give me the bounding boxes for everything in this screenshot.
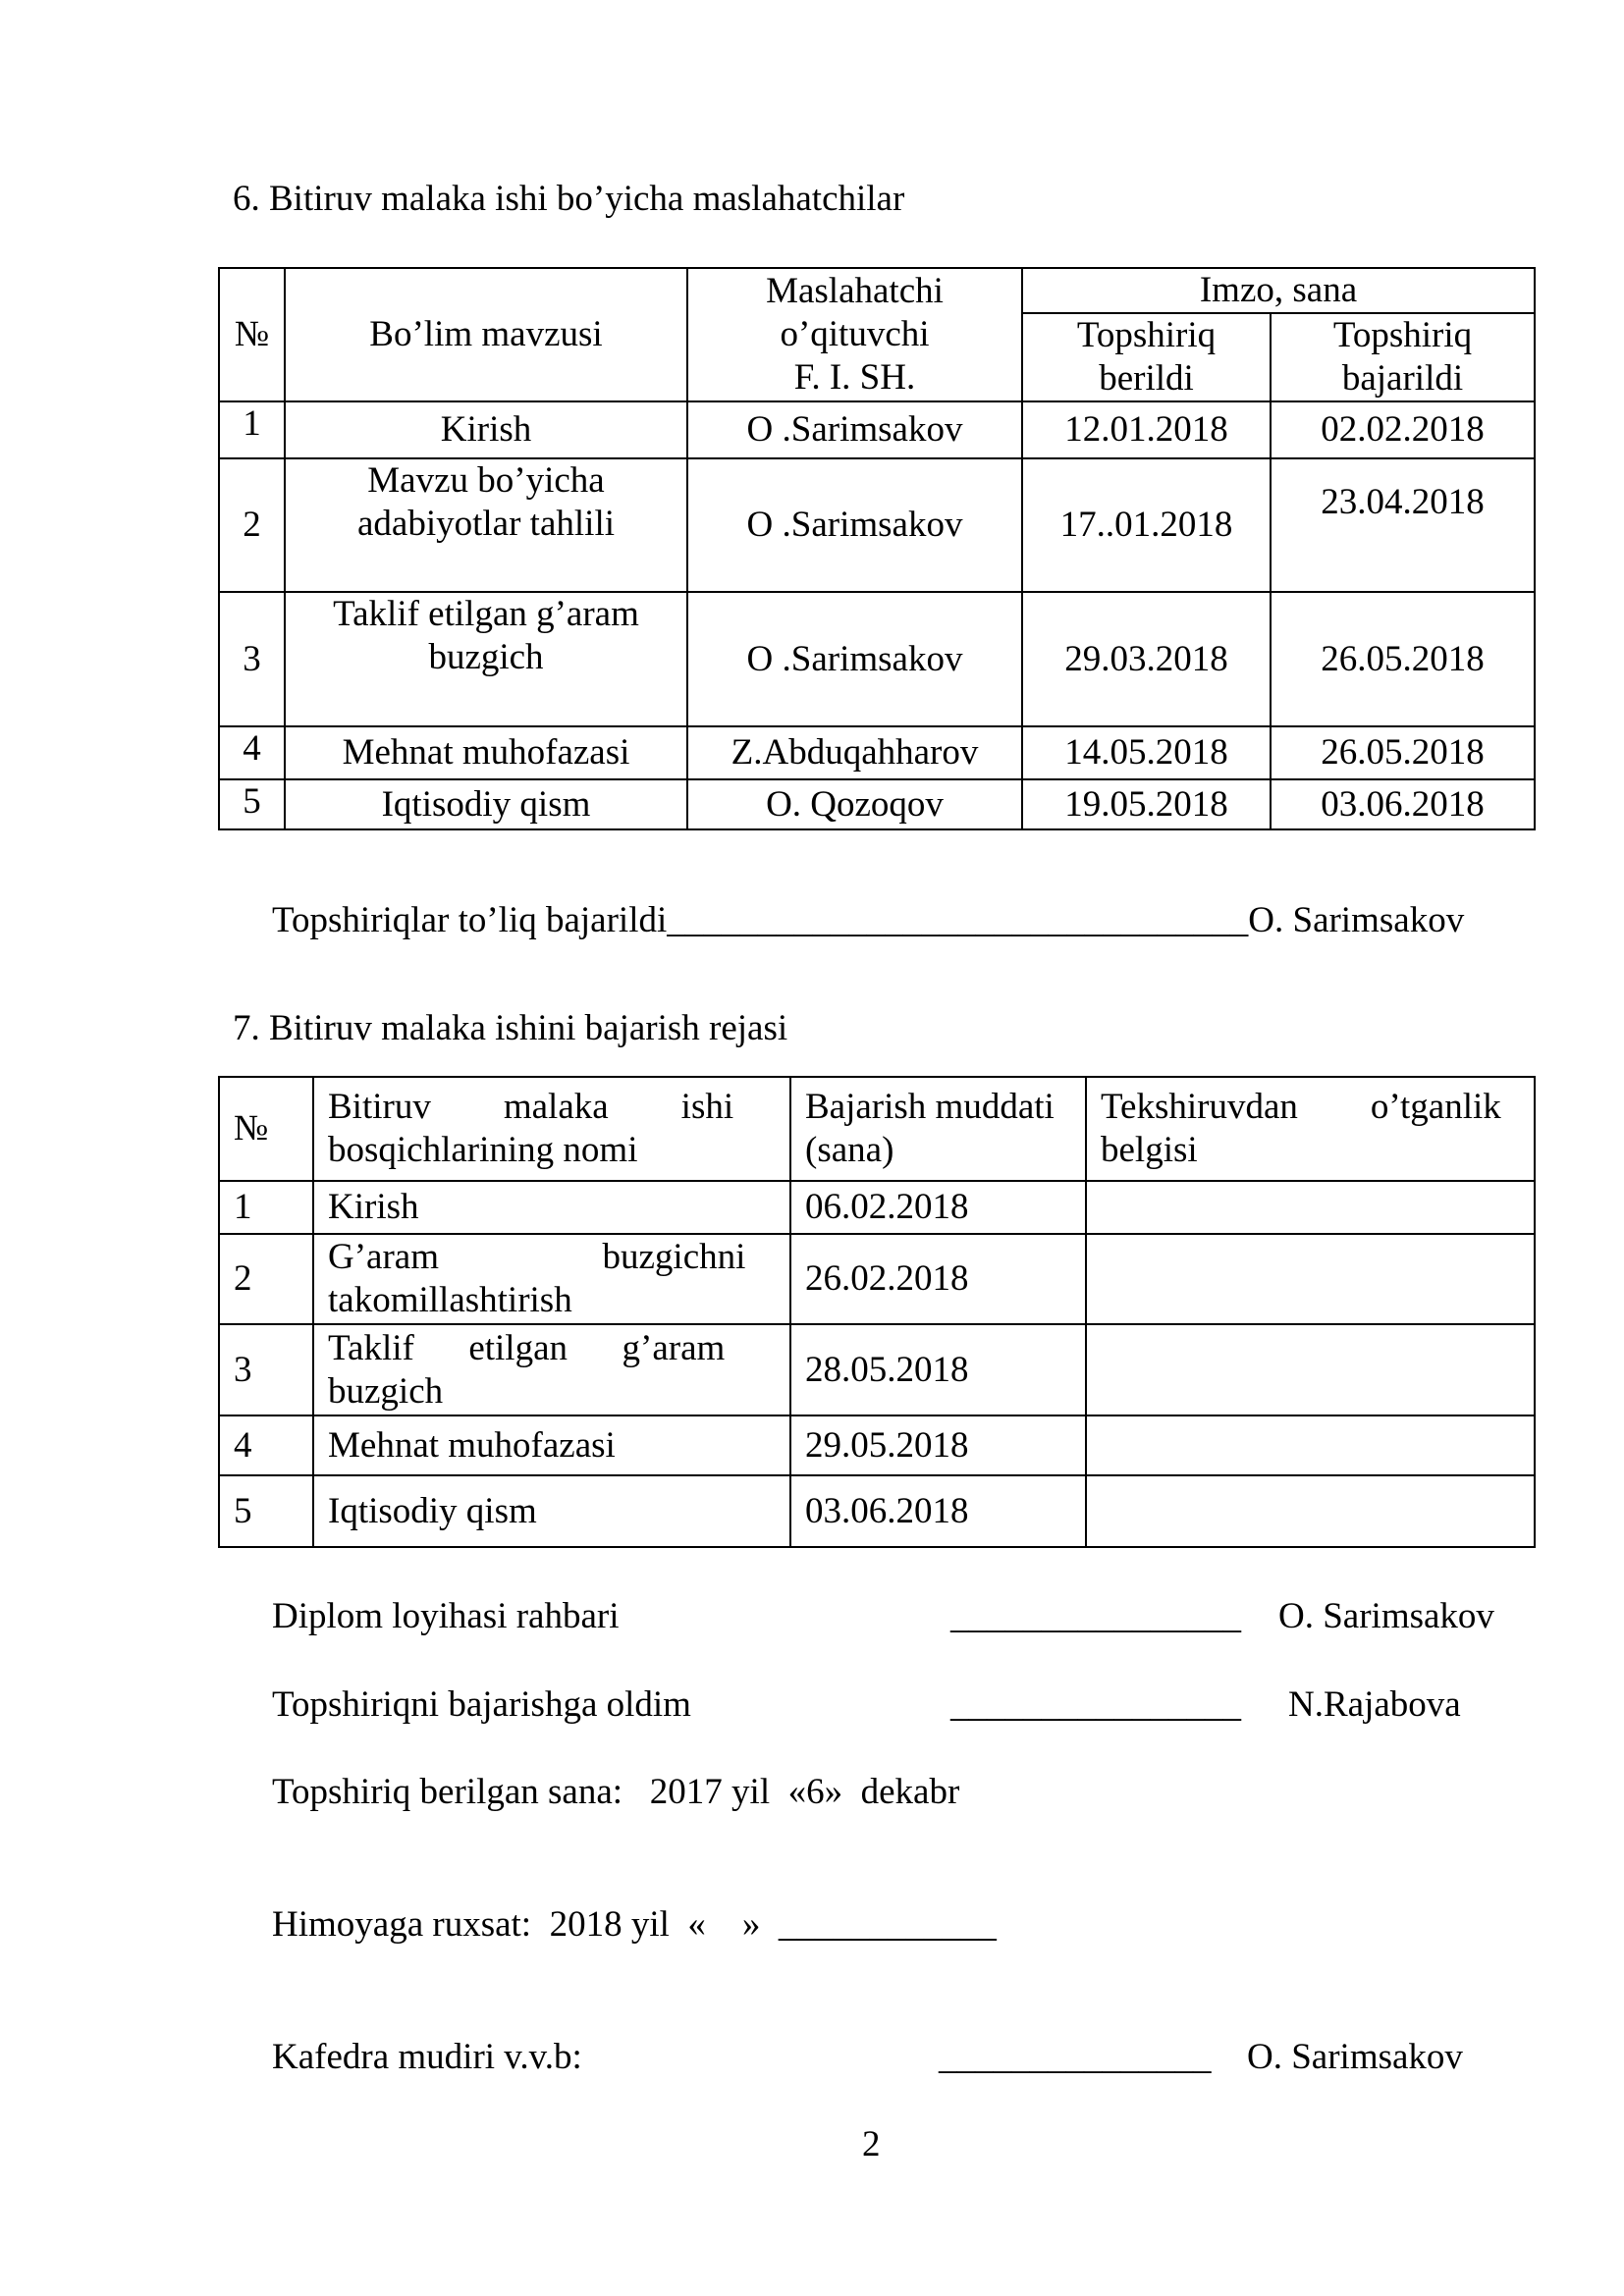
header-num: № (219, 1077, 313, 1181)
header-check: Tekshiruvdan o’tganlik belgisi (1086, 1077, 1535, 1181)
plan-table (218, 1076, 1536, 1548)
head-label: Kafedra mudiri v.v.b: (272, 2037, 582, 2077)
supervisor-label: Diplom loyihasi rahbari (272, 1596, 620, 1636)
advisers-table (218, 267, 1536, 830)
header-sign-date: Imzo, sana (1022, 268, 1535, 313)
header-deadline: Bajarish muddati (sana) (790, 1077, 1086, 1181)
table-row: 3 Taklif etilgan g’aram buzgich 28.05.2018 (219, 1324, 1535, 1415)
tasks-completed-line: Topshiriqlar to’liq bajarildi________________________________O. Sarimsakov (272, 900, 1465, 940)
table-row: 3 Taklif etilgan g’aram buzgich O .Sarimsakov 29.03.2018 26.05.2018 (219, 592, 1535, 726)
accepted-name: N.Rajabova (1288, 1684, 1461, 1725)
accepted-signature-line: ________________ (950, 1684, 1241, 1725)
table-row: 4 Mehnat muhofazasi 29.05.2018 (219, 1415, 1535, 1475)
table-row: 5 Iqtisodiy qism 03.06.2018 (219, 1475, 1535, 1547)
table-row: 1 Kirish O .Sarimsakov 12.01.2018 02.02.2018 (219, 401, 1535, 458)
section-6-title: 6. Bitiruv malaka ishi bo’yicha maslahatchilar (233, 179, 905, 219)
supervisor-signature-line: ________________ (950, 1596, 1241, 1636)
defense-permission: Himoyaga ruxsat: 2018 yil « » ____________ (272, 1904, 997, 1945)
header-num: № (219, 268, 285, 401)
page-number: 2 (862, 2124, 881, 2164)
section-7-title: 7. Bitiruv malaka ishini bajarish rejasi (233, 1008, 788, 1048)
task-date: Topshiriq berilgan sana: 2017 yil «6» dekabr (272, 1772, 960, 1812)
head-signature-line: _______________ (939, 2037, 1212, 2077)
supervisor-name: O. Sarimsakov (1278, 1596, 1494, 1636)
table-row: 2 G’aram buzgichni takomillashtirish 26.02.2018 (219, 1234, 1535, 1324)
table-row: 1 Kirish 06.02.2018 (219, 1181, 1535, 1234)
head-name: O. Sarimsakov (1247, 2037, 1463, 2077)
header-stage: Bitiruv malaka ishi bosqichlarining nomi (313, 1077, 790, 1181)
table-row: 5 Iqtisodiy qism O. Qozoqov 19.05.2018 03.06.2018 (219, 779, 1535, 829)
header-done: Topshiriq bajarildi (1271, 313, 1535, 401)
table-row: 4 Mehnat muhofazasi Z.Abduqahharov 14.05.2018 26.05.2018 (219, 726, 1535, 779)
header-topic: Bo’lim mavzusi (285, 268, 687, 401)
header-adviser: Maslahatchi o’qituvchi F. I. SH. (687, 268, 1022, 401)
header-given: Topshiriq berildi (1022, 313, 1271, 401)
table-row: 2 Mavzu bo’yicha adabiyotlar tahlili O .Sarimsakov 17..01.2018 23.04.2018 (219, 458, 1535, 592)
accepted-label: Topshiriqni bajarishga oldim (272, 1684, 691, 1725)
